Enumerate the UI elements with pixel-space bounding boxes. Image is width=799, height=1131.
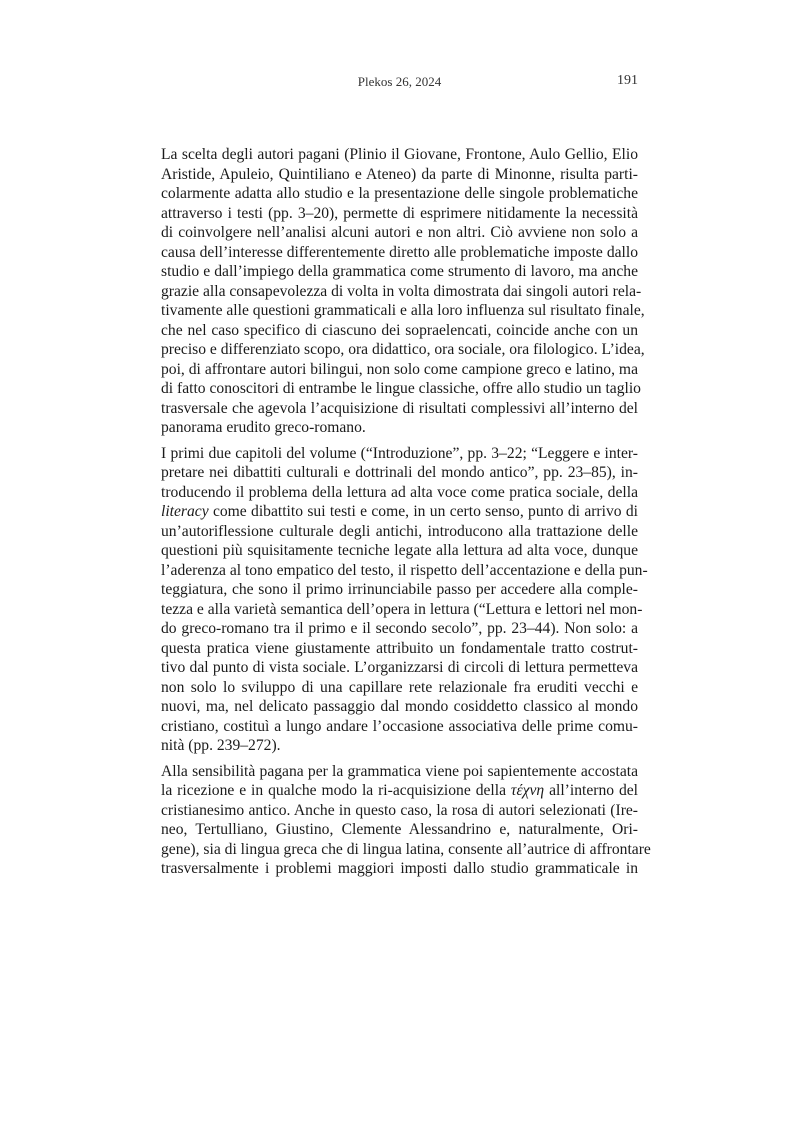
paragraph [161, 444, 648, 756]
text-line: preciso e differenziato scopo, ora didattico, ora sociale, ora filologico. L’idea, [161, 341, 645, 358]
text-line: tivamente alle questioni grammaticali e alla loro influenza sul risultato finale, [161, 302, 645, 319]
text-run: all’interno del [544, 782, 639, 799]
page-number: 191 [617, 73, 638, 88]
text-line: di coinvolgere nell’analisi alcuni autori e non altri. Ciò avviene non solo a [161, 224, 638, 241]
italic-term: literacy [161, 503, 209, 520]
text-line: tivo dal punto di vista sociale. L’organizzarsi di circoli di lettura permetteva [161, 659, 638, 676]
text-line: l’aderenza al tono empatico del testo, il rispetto dell’accentazione e della pun- [161, 561, 648, 579]
text-line: un’autoriflessione culturale degli antichi, introducono alla trattazione delle [161, 522, 638, 540]
text-line: di fatto conoscitori di entrambe le lingue classiche, offre allo studio un taglio [161, 380, 641, 397]
text-line: non solo lo sviluppo di una capillare rete relazionale fra eruditi vecchi e [161, 678, 638, 696]
text-line: Alla sensibilità pagana per la grammatica viene poi sapientemente accostata [161, 762, 638, 780]
text-line: do greco-romano tra il primo e il secondo secolo”, pp. 23–44). Non solo: a [161, 620, 638, 637]
text-line: neo, Tertulliano, Giustino, Clemente Alessandrino e, naturalmente, Ori- [161, 821, 638, 838]
text-line: trasversale che agevola l’acquisizione di risultati complessivi all’interno del [161, 399, 638, 417]
text-line: questioni più squisitamente tecniche legate alla lettura ad alta voce, dunque [161, 542, 638, 559]
text-line: panorama erudito greco-romano. [161, 419, 366, 436]
text-line: pretare nei dibattiti culturali e dottrinali del mondo antico”, pp. 23–85), in- [161, 464, 638, 481]
text-line: La scelta degli autori pagani (Plinio il Giovane, Frontone, Aulo Gellio, Elio [161, 146, 638, 163]
text-line: nità (pp. 239–272). [161, 737, 281, 754]
journal-citation: Plekos 26, 2024 [357, 74, 442, 89]
text-line: attraverso i testi (pp. 3–20), permette di esprimere nitidamente la necessità [161, 204, 638, 222]
text-line: studio e dall’impiego della grammatica come strumento di lavoro, ma anche [161, 263, 638, 280]
text-line [161, 781, 638, 801]
italic-term: τέχνη [510, 782, 545, 799]
text-line: che nel caso specifico di ciascuno dei sopraelencati, coincide anche con un [161, 321, 638, 339]
text-line: trasversalmente i problemi maggiori imposti dallo studio grammaticale in [161, 860, 638, 877]
paragraph [161, 762, 651, 879]
text-line: cristianesimo antico. Anche in questo caso, la rosa di autori selezionati (Ire- [161, 801, 638, 819]
running-head [161, 73, 638, 93]
text-line: nuovi, ma, nel delicato passaggio dal mondo cosiddetto classico al mondo [161, 698, 638, 715]
text-line: causa dell’interesse differentemente diretto alle problematiche imposte dallo [161, 243, 638, 261]
text-line: Aristide, Apuleio, Quintiliano e Ateneo) da parte di Minonne, risulta parti- [161, 165, 638, 183]
paragraph [161, 145, 645, 438]
text-line [161, 502, 638, 522]
body-text [161, 145, 651, 885]
text-line: grazie alla consapevolezza di volta in volta dimostrata dai singoli autori rela- [161, 282, 642, 300]
text-line: tezza e alla varietà semantica dell’opera in lettura (“Lettura e lettori nel mon- [161, 600, 643, 618]
text-line: poi, di affrontare autori bilingui, non solo come campione greco e latino, ma [161, 360, 638, 378]
text-line: cristiano, costituì a lungo andare l’occasione associativa delle prime comu- [161, 717, 638, 735]
text-line: gene), sia di lingua greca che di lingua latina, consente all’autrice di affrontare [161, 840, 651, 858]
text-run: come dibattito sui testi e come, in un certo senso, punto di arrivo di [208, 503, 638, 520]
text-line: I primi due capitoli del volume (“Introduzione”, pp. 3–22; “Leggere e inter- [161, 444, 638, 462]
text-line: troducendo il problema della lettura ad alta voce come pratica sociale, della [161, 483, 638, 501]
text-run: la ricezione e in qualche modo la ri-acquisizione della [161, 782, 511, 799]
text-line: colarmente adatta allo studio e la presentazione delle singole problematiche [161, 185, 638, 202]
text-line: teggiatura, che sono il primo irrinunciabile passo per accedere alla comple- [161, 581, 638, 598]
text-line: questa pratica viene giustamente attribuito un fondamentale tratto costrut- [161, 639, 638, 657]
